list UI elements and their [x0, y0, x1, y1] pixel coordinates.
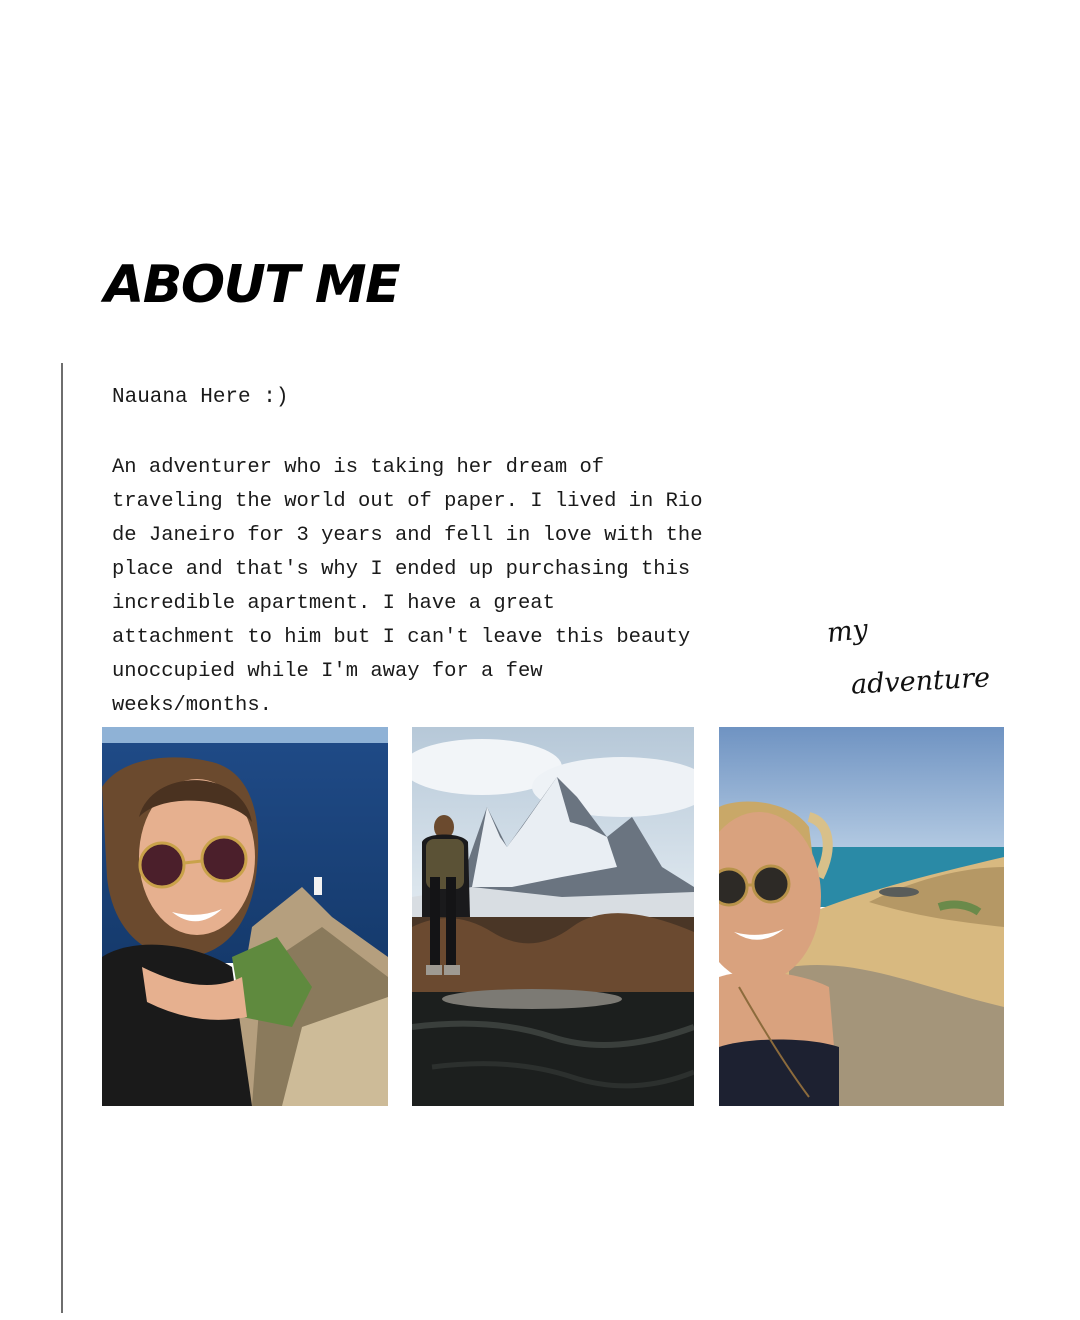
- page-title: ABOUT ME: [104, 255, 400, 315]
- bio-line: incredible apartment. I have a great: [112, 592, 555, 615]
- hiker-snowy-mountains-photo: [412, 727, 694, 1106]
- selfie-coastal-lighthouse-photo: [102, 727, 388, 1106]
- bio-paragraph: [112, 451, 712, 723]
- handwritten-adventure: adventure: [850, 662, 991, 701]
- greeting-text: Nauana Here :): [112, 386, 289, 409]
- selfie-beach-dunes-photo: [719, 727, 1004, 1106]
- bio-line: weeks/months.: [112, 694, 272, 717]
- bio-line: An adventurer who is taking her dream of: [112, 456, 605, 479]
- bio-line: de Janeiro for 3 years and fell in love with the: [112, 524, 703, 547]
- vertical-divider: [61, 363, 63, 1313]
- bio-line: traveling the world out of paper. I lived in Rio: [112, 490, 703, 513]
- handwritten-my: my: [825, 613, 870, 650]
- bio-line: attachment to him but I can't leave this beauty: [112, 626, 691, 649]
- bio-line: unoccupied while I'm away for a few: [112, 660, 543, 683]
- bio-line: place and that's why I ended up purchasing this: [112, 558, 691, 581]
